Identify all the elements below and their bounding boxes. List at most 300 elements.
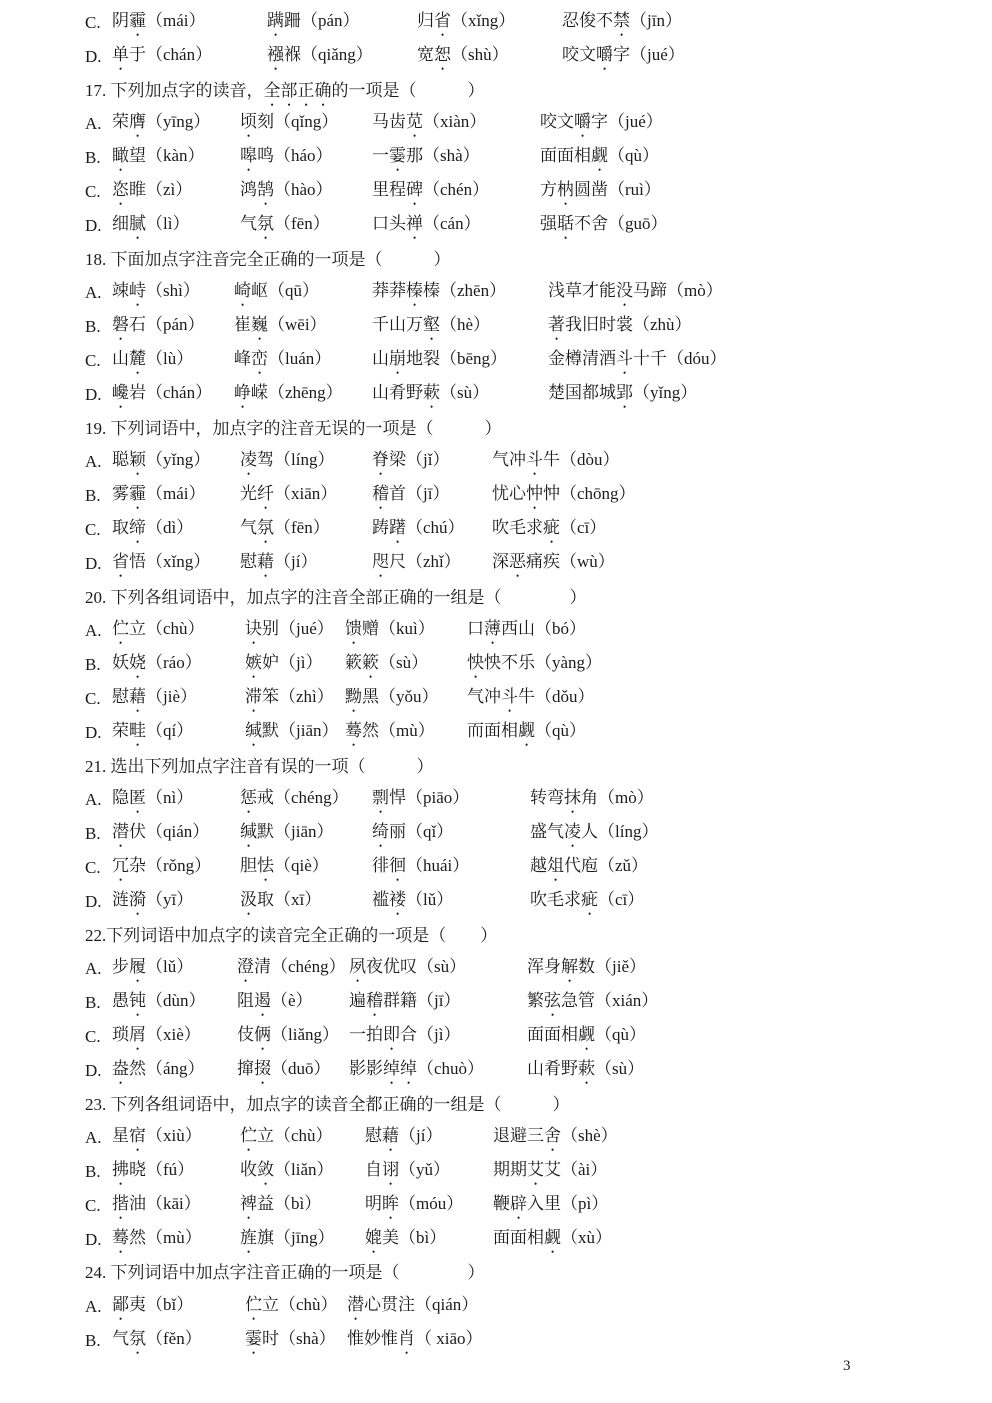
emphasis-dot-char: 全部正确	[263, 80, 332, 100]
option-row	[85, 614, 952, 648]
word-item: 旌旗（jīng）	[240, 1227, 335, 1247]
option-row	[85, 648, 952, 682]
word-item: 巉岩（chán）	[112, 382, 213, 402]
option-label: C.	[85, 1026, 101, 1046]
emphasis-dot-char: 钝	[129, 991, 146, 1011]
word-item: 咫尺（zhǐ）	[372, 551, 461, 571]
word-item: 恣睢（zì）	[112, 179, 193, 199]
option-row	[85, 986, 952, 1020]
option-row	[85, 445, 952, 479]
emphasis-dot-char: 抹	[564, 788, 581, 808]
word-item: 一拍即合（jì）	[349, 1024, 461, 1044]
word-item: 裨益（bì）	[240, 1193, 322, 1213]
emphasis-dot-char: 壑	[423, 315, 440, 335]
word-item: 磐石（pán）	[112, 315, 205, 335]
question-header: 23. 下列各组词语中，加点字的读音全都正确的一组是（ ）	[85, 1094, 570, 1114]
word-item: 隐匿（nì）	[112, 788, 194, 808]
word-item: 步履（lǔ）	[112, 957, 194, 977]
word-item: 冗杂（rǒng）	[112, 855, 212, 875]
emphasis-dot-char: 宿	[129, 1126, 146, 1146]
option-label: C.	[85, 519, 101, 539]
word-item: 金樽清酒斗十千（dóu）	[548, 348, 727, 368]
word-item: 雾霾（mái）	[112, 484, 206, 504]
emphasis-dot-char: 疵	[581, 889, 598, 909]
word-item: 吹毛求疵（cī）	[530, 889, 645, 909]
emphasis-dot-char: 颖	[129, 450, 146, 470]
emphasis-dot-char: 峦	[251, 348, 268, 368]
word-item: 绮丽（qǐ）	[372, 822, 454, 842]
question-header: 24. 下列词语中加点字注音正确的一项是（ ）	[85, 1263, 485, 1283]
emphasis-dot-char: 咫	[372, 551, 389, 571]
word-item: 山崩地裂（bēng）	[372, 348, 508, 368]
emphasis-dot-char: 脊	[372, 450, 389, 470]
emphasis-dot-char: 恶	[509, 551, 526, 571]
word-item: 竦峙（shì）	[112, 281, 200, 301]
option-row	[85, 175, 952, 209]
word-item: 一霎那（shà）	[372, 146, 480, 166]
word-item: 慰藉（jí）	[240, 551, 318, 571]
emphasis-dot-char: 襁	[267, 44, 284, 64]
emphasis-dot-char: 嚼	[574, 112, 591, 132]
option-row	[85, 851, 952, 885]
question-block	[85, 74, 952, 243]
emphasis-dot-char: 觑	[544, 1227, 561, 1247]
option-label: B.	[85, 317, 101, 337]
emphasis-dot-char: 恣	[112, 179, 129, 199]
emphasis-dot-char: 著	[548, 315, 565, 335]
word-item: 伎俩（liǎng）	[237, 1024, 339, 1044]
word-item: 强聒不舍（guō）	[540, 213, 668, 233]
emphasis-dot-char: 缄	[245, 720, 262, 740]
word-item: 省悟（xǐng）	[112, 551, 211, 571]
emphasis-dot-char: 枘	[557, 179, 574, 199]
word-item: 深恶痛疾（wù）	[492, 551, 615, 571]
word-item: 宽恕（shù）	[417, 44, 509, 64]
word-item: 妖娆（ráo）	[112, 653, 202, 673]
emphasis-dot-char: 嗥	[240, 146, 257, 166]
emphasis-dot-char: 榛	[406, 281, 423, 301]
word-item: 气冲斗牛（dǒu）	[467, 686, 595, 706]
emphasis-dot-char: 媲	[365, 1227, 382, 1247]
word-item: 盛气凌人（líng）	[530, 822, 659, 842]
emphasis-dot-char: 冗	[112, 855, 129, 875]
emphasis-dot-char: 顷	[240, 112, 257, 132]
emphasis-dot-char: 纤	[257, 484, 274, 504]
word-item: 崎岖（qū）	[234, 281, 319, 301]
question-block	[85, 243, 952, 412]
emphasis-dot-char: 疵	[543, 517, 560, 537]
emphasis-dot-char: 弦	[544, 991, 561, 1011]
option-row	[85, 1189, 952, 1223]
question-header: 22.下列词语中加点字的读音完全正确的一项是（ ）	[85, 925, 498, 945]
emphasis-dot-char: 缄	[240, 822, 257, 842]
emphasis-dot-char: 聒	[557, 213, 574, 233]
word-item: 踌躇（chú）	[372, 517, 465, 537]
word-item: 胆怯（qiè）	[240, 855, 329, 875]
option-label: B.	[85, 993, 101, 1013]
word-item: 越俎代庖（zǔ）	[530, 855, 649, 875]
word-item: 口头禅（cán）	[372, 213, 481, 233]
option-row	[85, 952, 952, 986]
word-item: 遍稽群籍（jī）	[349, 991, 461, 1011]
option-label: D.	[85, 891, 102, 911]
word-item: 瞰望（kàn）	[112, 146, 205, 166]
emphasis-dot-char: 藉	[382, 1126, 399, 1146]
word-item: 面面相觑（qù）	[540, 146, 659, 166]
emphasis-dot-char: 霾	[129, 11, 146, 30]
option-label: A.	[85, 283, 102, 303]
emphasis-dot-char: 蔌	[423, 382, 440, 402]
emphasis-dot-char: 膺	[129, 112, 146, 132]
emphasis-dot-char: 斗	[616, 348, 633, 368]
emphasis-dot-char: 霎	[389, 146, 406, 166]
question-header: 18. 下面加点字注音完全正确的一项是（ ）	[85, 249, 451, 269]
word-item: 影影绰绰（chuò）	[349, 1058, 485, 1078]
word-item: 夙夜优叹（sù）	[349, 957, 467, 977]
word-item: 惩戒（chéng）	[240, 788, 349, 808]
word-item: 口薄西山（bó）	[467, 619, 586, 639]
emphasis-dot-char: 崩	[389, 348, 406, 368]
emphasis-dot-char: 斗	[501, 686, 518, 706]
emphasis-dot-char: 巍	[251, 315, 268, 335]
option-row	[85, 1223, 952, 1257]
option-label: A.	[85, 959, 102, 979]
word-item: 愚钝（dùn）	[112, 991, 206, 1011]
option-label: B.	[85, 148, 101, 168]
word-item: 收敛（liǎn）	[240, 1160, 334, 1180]
emphasis-dot-char: 觑	[591, 146, 608, 166]
emphasis-dot-char: 恕	[434, 44, 451, 64]
option-label: D.	[85, 46, 102, 66]
emphasis-dot-char: 夙	[349, 957, 366, 977]
word-item: 浑身解数（jiě）	[527, 957, 646, 977]
emphasis-dot-char: 潜	[112, 822, 129, 842]
option-row	[85, 209, 952, 243]
emphasis-dot-char: 馈	[345, 619, 362, 639]
word-item: 星宿（xiù）	[112, 1126, 202, 1146]
emphasis-dot-char: 藉	[129, 686, 146, 706]
option-row	[85, 378, 952, 412]
question-block	[85, 1256, 952, 1357]
option-label: D.	[85, 1060, 102, 1080]
question-header: 17. 下列加点字的读音，全部正确的一项是（ ）	[85, 80, 485, 100]
option-label: A.	[85, 1297, 102, 1317]
option-label: A.	[85, 1128, 102, 1148]
emphasis-dot-char: 霎	[245, 1329, 262, 1349]
option-label: D.	[85, 384, 102, 404]
emphasis-dot-char: 解	[561, 957, 578, 977]
word-item: 山肴野蔌（sù）	[372, 382, 490, 402]
emphasis-dot-char: 伫	[112, 619, 129, 639]
question-header: 19. 下列词语中，加点字的注音无误的一项是（ ）	[85, 418, 502, 438]
word-item: 伫立（chù）	[240, 1126, 333, 1146]
word-item: 咬文嚼字（jué）	[540, 112, 663, 132]
word-item: 退避三舍（shè）	[493, 1126, 618, 1146]
word-item: 莽莽榛榛（zhēn）	[372, 281, 507, 301]
option-label: C.	[85, 1195, 101, 1215]
option-label: C.	[85, 13, 101, 32]
emphasis-dot-char: 娆	[129, 653, 146, 673]
option-label: C.	[85, 688, 101, 708]
emphasis-dot-char: 氛	[257, 517, 274, 537]
emphasis-dot-char: 郢	[616, 382, 633, 402]
option-row	[85, 344, 952, 378]
option-row	[85, 141, 952, 175]
option-row	[85, 1290, 952, 1324]
option-row	[85, 1155, 952, 1189]
emphasis-dot-char: 伫	[245, 1295, 262, 1315]
emphasis-dot-char: 腻	[129, 213, 146, 233]
word-item: 媲美（bì）	[365, 1227, 447, 1247]
word-item: 期期艾艾（ài）	[493, 1160, 608, 1180]
emphasis-dot-char: 霾	[129, 484, 146, 504]
emphasis-dot-char: 畦	[129, 720, 146, 740]
word-item: 滞笨（zhì）	[245, 686, 334, 706]
word-item: 里程碑（chén）	[372, 179, 490, 199]
emphasis-dot-char: 怯	[257, 855, 274, 875]
word-item: 徘徊（huái）	[372, 855, 470, 875]
emphasis-dot-char: 俩	[254, 1024, 271, 1044]
word-item: 潜心贯注（qián）	[347, 1295, 479, 1315]
option-label: B.	[85, 824, 101, 844]
emphasis-dot-char: 省	[112, 551, 129, 571]
word-item: 崔巍（wēi）	[234, 315, 327, 335]
emphasis-dot-char: 禁	[613, 11, 630, 30]
word-item: 黝黑（yǒu）	[345, 686, 439, 706]
emphasis-dot-char: 氛	[257, 213, 274, 233]
word-item: 咬文嚼字（jué）	[562, 44, 685, 64]
option-row	[85, 783, 952, 817]
word-item: 转弯抹角（mò）	[530, 788, 654, 808]
emphasis-dot-char: 诩	[382, 1160, 399, 1180]
question-header: 20. 下列各组词语中，加点字的注音全部正确的一组是（ ）	[85, 587, 587, 607]
word-item: 簌簌（sù）	[345, 653, 429, 673]
emphasis-dot-char: 汲	[240, 889, 257, 909]
option-row	[85, 513, 952, 547]
word-item: 著我旧时裳（zhù）	[548, 315, 692, 335]
emphasis-dot-char: 惩	[240, 788, 257, 808]
emphasis-dot-char: 伫	[240, 1126, 257, 1146]
question-block	[85, 919, 952, 1088]
emphasis-dot-char: 怏	[467, 653, 484, 673]
word-item: 楚国都城郢（yǐng）	[548, 382, 698, 402]
option-row	[85, 716, 952, 750]
option-label: D.	[85, 1229, 102, 1249]
word-item: 馈赠（kuì）	[345, 619, 435, 639]
option-row	[85, 1324, 952, 1358]
emphasis-dot-char: 稽	[366, 991, 383, 1011]
word-item: 顷刻（qǐng）	[240, 112, 339, 132]
option-label: B.	[85, 655, 101, 675]
question-block	[85, 1088, 952, 1257]
word-item: 细腻（lì）	[112, 213, 190, 233]
emphasis-dot-char: 藉	[257, 551, 274, 571]
word-item: 惟妙惟肖（ xiāo）	[347, 1329, 483, 1349]
emphasis-dot-char: 旌	[240, 1227, 257, 1247]
emphasis-dot-char: 氛	[129, 1329, 146, 1349]
emphasis-dot-char: 苋	[406, 112, 423, 132]
word-item: 面面相觑（qù）	[527, 1024, 646, 1044]
emphasis-dot-char: 剽	[372, 788, 389, 808]
word-item: 吹毛求疵（cī）	[492, 517, 607, 537]
word-item: 峥嵘（zhēng）	[234, 382, 343, 402]
word-item: 千山万壑（hè）	[372, 315, 491, 335]
word-item: 明眸（móu）	[365, 1193, 464, 1213]
option-row	[85, 310, 952, 344]
option-label: C.	[85, 857, 101, 877]
emphasis-dot-char: 诀	[245, 619, 262, 639]
option-row	[85, 107, 952, 141]
word-item: 阴霾（mái）	[112, 11, 206, 30]
option-label: A.	[85, 114, 102, 134]
emphasis-dot-char: 麓	[129, 348, 146, 368]
word-item: 归省（xǐng）	[417, 11, 516, 30]
word-item: 脊梁（jǐ）	[372, 450, 450, 470]
emphasis-dot-char: 舍	[544, 1126, 561, 1146]
option-row	[85, 6, 952, 40]
emphasis-dot-char: 忡	[526, 484, 543, 504]
emphasis-dot-char: 巉	[112, 382, 129, 402]
word-item: 峰峦（luán）	[234, 348, 332, 368]
option-row	[85, 276, 952, 310]
word-item: 稽首（jī）	[372, 484, 450, 504]
emphasis-dot-char: 遏	[254, 991, 271, 1011]
word-item: 伫立（chù）	[112, 619, 205, 639]
emphasis-dot-char: 禅	[406, 213, 423, 233]
word-item: 蹒跚（pán）	[267, 11, 360, 30]
emphasis-dot-char: 眸	[382, 1193, 399, 1213]
word-item: 山肴野蔌（sù）	[527, 1058, 645, 1078]
option-row	[85, 1020, 952, 1054]
emphasis-dot-char: 敛	[257, 1160, 274, 1180]
emphasis-dot-char: 俎	[547, 855, 564, 875]
word-item: 褴褛（lǔ）	[372, 889, 454, 909]
word-item: 嫉妒（jì）	[245, 653, 323, 673]
emphasis-dot-char: 澄	[237, 957, 254, 977]
option-row	[85, 817, 952, 851]
option-label: A.	[85, 790, 102, 810]
emphasis-dot-char: 觑	[578, 1024, 595, 1044]
word-item: 澄清（chéng）	[237, 957, 346, 977]
word-item: 鞭辟入里（pì）	[493, 1193, 609, 1213]
emphasis-dot-char: 省	[434, 11, 451, 30]
emphasis-dot-char: 匿	[129, 788, 146, 808]
emphasis-dot-char: 没	[616, 281, 633, 301]
emphasis-dot-char: 斗	[526, 450, 543, 470]
option-row	[85, 682, 952, 716]
word-item: 霎时（shà）	[245, 1329, 336, 1349]
question-block	[85, 6, 952, 74]
emphasis-dot-char: 徊	[389, 855, 406, 875]
emphasis-dot-char: 瞰	[112, 146, 129, 166]
question-block	[85, 412, 952, 581]
word-item: 荣畦（qí）	[112, 720, 194, 740]
word-item: 潜伏（qián）	[112, 822, 210, 842]
emphasis-dot-char: 潜	[347, 1295, 364, 1315]
word-item: 琐屑（xiè）	[112, 1024, 201, 1044]
option-row	[85, 1054, 952, 1088]
word-item: 慰藉（jí）	[365, 1126, 443, 1146]
word-item: 盎然（áng）	[112, 1058, 205, 1078]
word-item: 荣膺（yīng）	[112, 112, 211, 132]
question-list	[85, 6, 952, 1358]
option-row	[85, 479, 952, 513]
option-row	[85, 1121, 952, 1155]
word-item: 方枘圆凿（ruì）	[540, 179, 661, 199]
word-item: 蓦然（mù）	[112, 1227, 202, 1247]
emphasis-dot-char: 肖	[398, 1329, 415, 1349]
option-label: C.	[85, 181, 101, 201]
word-item: 光纤（xiān）	[240, 484, 338, 504]
word-item: 蓦然（mù）	[345, 720, 435, 740]
emphasis-dot-char: 褛	[389, 889, 406, 909]
option-label: B.	[85, 1331, 101, 1351]
word-item: 凌驾（líng）	[240, 450, 335, 470]
word-item: 气氛（fěn）	[112, 1329, 202, 1349]
emphasis-dot-char: 履	[129, 957, 146, 977]
emphasis-dot-char: 蹒	[267, 11, 284, 30]
word-item: 缄默（jiān）	[245, 720, 339, 740]
word-item: 揩油（kāi）	[112, 1193, 201, 1213]
word-item: 鸿鹄（hào）	[240, 179, 333, 199]
option-label: A.	[85, 452, 102, 472]
question-block	[85, 750, 952, 919]
word-item: 伫立（chù）	[245, 1295, 338, 1315]
emphasis-dot-char: 绮	[372, 822, 389, 842]
emphasis-dot-char: 碑	[406, 179, 423, 199]
word-item: 而面相觑（qù）	[467, 720, 586, 740]
emphasis-dot-char: 崎	[234, 281, 251, 301]
word-item: 诀别（jué）	[245, 619, 334, 639]
emphasis-dot-char: 掇	[254, 1058, 271, 1078]
emphasis-dot-char: 屑	[129, 1024, 146, 1044]
emphasis-dot-char: 鹄	[257, 179, 274, 199]
emphasis-dot-char: 裨	[240, 1193, 257, 1213]
emphasis-dot-char: 嫉	[245, 653, 262, 673]
emphasis-dot-char: 艾	[527, 1160, 544, 1180]
option-label: C.	[85, 350, 101, 370]
emphasis-dot-char: 蓦	[345, 720, 362, 740]
emphasis-dot-char: 峙	[129, 281, 146, 301]
emphasis-dot-char: 滞	[245, 686, 262, 706]
word-item: 鄙夷（bǐ）	[112, 1295, 194, 1315]
word-item: 自诩（yǔ）	[365, 1160, 450, 1180]
emphasis-dot-char: 揩	[112, 1193, 129, 1213]
option-row	[85, 885, 952, 919]
emphasis-dot-char: 觑	[518, 720, 535, 740]
word-item: 汲取（xī）	[240, 889, 322, 909]
emphasis-dot-char: 蓦	[112, 1227, 129, 1247]
word-item: 气氛（fēn）	[240, 213, 330, 233]
page-number: 3	[843, 1358, 851, 1374]
emphasis-dot-char: 盎	[112, 1058, 129, 1078]
emphasis-dot-char: 黝	[345, 686, 362, 706]
emphasis-dot-char: 单	[112, 44, 129, 64]
emphasis-dot-char: 磐	[112, 315, 129, 335]
word-item: 繁弦急管（xián）	[527, 991, 659, 1011]
word-item: 取缔（dì）	[112, 517, 194, 537]
emphasis-dot-char: 凌	[564, 822, 581, 842]
word-item: 山麓（lù）	[112, 348, 194, 368]
word-item: 襁褓（qiǎng）	[267, 44, 373, 64]
emphasis-dot-char: 簌	[362, 653, 379, 673]
word-item: 缄默（jiān）	[240, 822, 334, 842]
emphasis-dot-char: 辟	[510, 1193, 527, 1213]
emphasis-dot-char: 漪	[129, 889, 146, 909]
option-row	[85, 40, 952, 74]
word-item: 阻遏（è）	[237, 991, 313, 1011]
word-item: 马齿苋（xiàn）	[372, 112, 487, 132]
